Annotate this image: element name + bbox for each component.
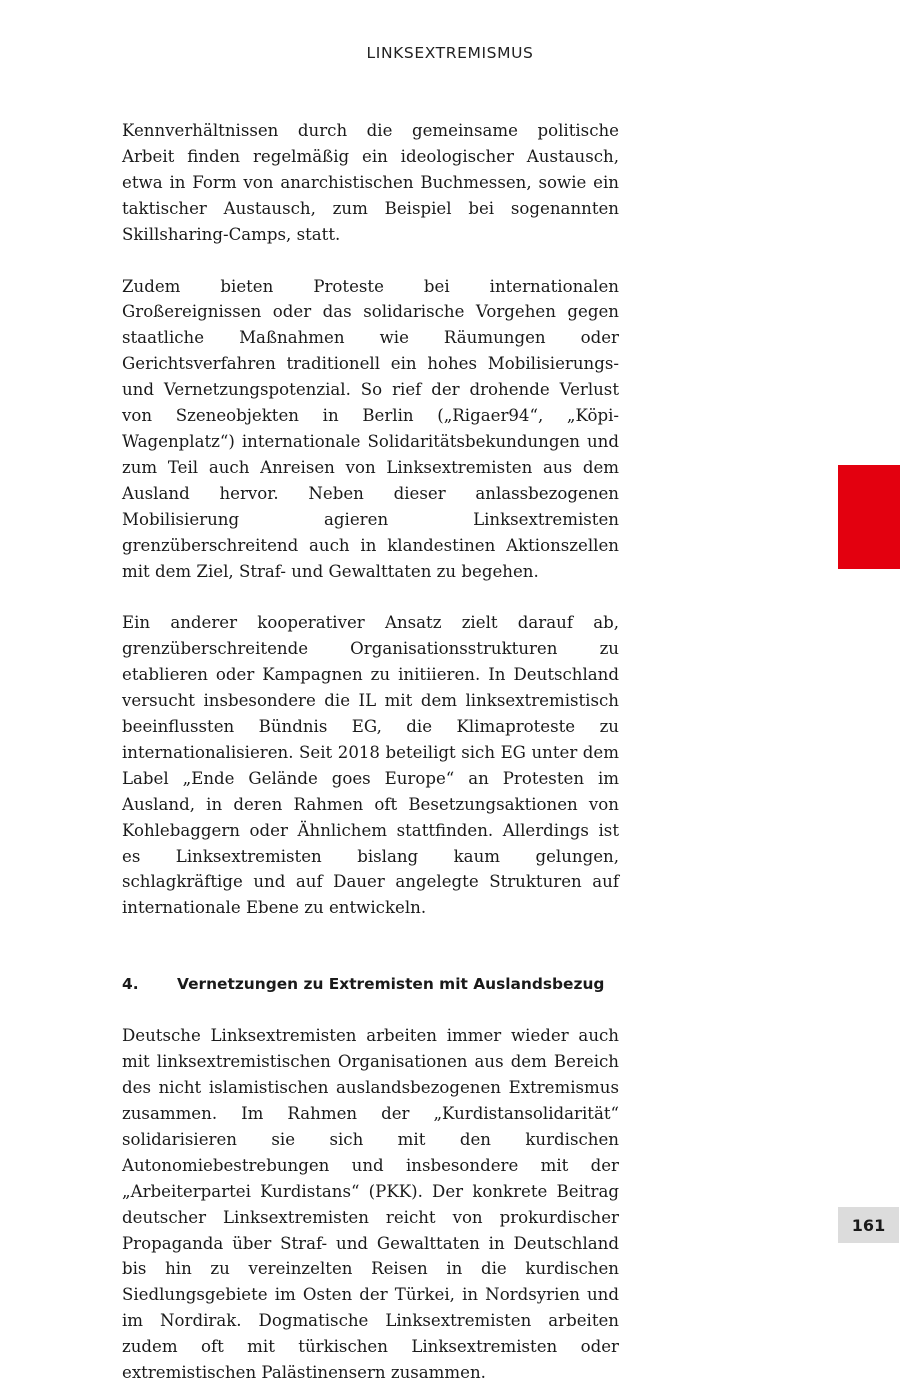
section-number: 4. xyxy=(122,975,139,994)
page-number-label: 161 xyxy=(851,1215,886,1235)
section-heading xyxy=(122,973,619,995)
running-header: LINKSEXTREMISMUS xyxy=(366,44,534,62)
section-title: Vernetzungen zu Extremisten mit Auslandsbezug xyxy=(177,975,605,994)
body-text xyxy=(122,118,619,1386)
section-paragraph: Deutsche Linksextremisten arbeiten immer wieder auch mit linksextremistischen Organisationen aus dem Bereich des nicht islamistischen auslandsbezogenen Extremismus zusammen. Im Rahmen der „Kurdistansolidarität“ solidarisieren sie sich mit den kurdischen Autonomiebestrebungen und insbesondere mit der „Arbeiterpartei Kurdistans“ (PKK). Der konkrete Beitrag deutscher Linksextremisten reicht von prokurdischer Propaganda über Straf- und Gewalttaten in Deutschland bis hin zu vereinzelten Reisen in die kurdischen Siedlungsgebiete im Osten der Türkei, in Nordsyrien und im Nordirak. Dogmatische Linksextremisten arbeiten zudem oft mit türkischen Linksextremisten oder extremistischen Palästinensern zusammen. xyxy=(122,1026,619,1383)
paragraph-3: Ein anderer kooperativer Ansatz zielt darauf ab, grenzüberschreitende Organisationsstrukturen zu etablieren oder Kampagnen zu initiieren. In Deutschland versucht insbesondere die IL mit dem linksextremistisch beeinflussten Bündnis EG, die Klimaproteste zu internationalisieren. Seit 2018 beteiligt sich EG unter dem Label „Ende Gelände goes Europe“ an Protesten im Ausland, in deren Rahmen oft Besetzungsaktionen von Kohlebaggern oder Ähnlichem stattfinden. Allerdings ist es Linksextremisten bislang kaum gelungen, schlagkräftige und auf Dauer angelegte Strukturen auf internationale Ebene zu entwickeln. xyxy=(122,613,619,918)
paragraph-2: Zudem bieten Proteste bei internationalen Großereignissen oder das solidarische Vorgehen gegen staatliche Maßnahmen wie Räumungen oder Gerichtsverfahren traditionell ein hohes Mobilisierungs- und Vernetzungspotenzial. So rief der drohende Verlust von Szeneobjekten in Berlin („Rigaer94“, „Köpi-Wagenplatz“) internationale Solidaritätsbekundungen und zum Teil auch Anreisen von Linksextremisten aus dem Ausland hervor. Neben dieser anlassbezogenen Mobilisierung agieren Linksextremisten grenzüberschreitend auch in klandestinen Aktionszellen mit dem Ziel, Straf- und Gewalttaten zu begehen. xyxy=(122,276,619,581)
paragraph-1: Kennverhältnissen durch die gemeinsame politische Arbeit finden regelmäßig ein ideologischer Austausch, etwa in Form von anarchistischen Buchmessen, sowie ein taktischer Austausch, zum Beispiel bei sogenannten Skillsharing-Camps, statt. xyxy=(122,121,619,244)
chapter-tab-marker xyxy=(838,465,900,569)
page-number xyxy=(838,1207,899,1243)
